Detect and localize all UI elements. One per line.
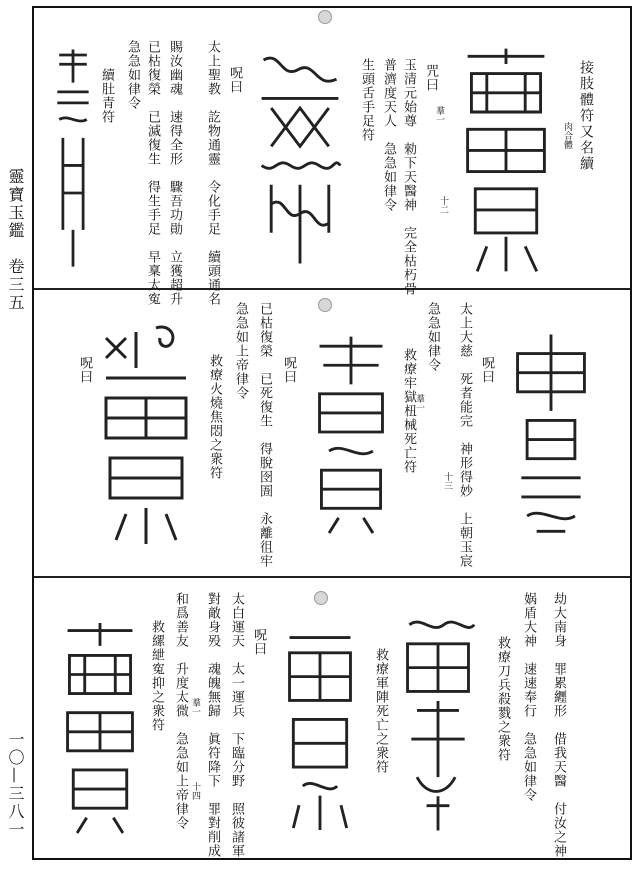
panel3-col2: 娲盾大神 速速奉行 急急如律令 [521, 592, 536, 802]
panel1-col8: 太上聖教 訖物通靈 令化手足 續頭通名 [205, 40, 220, 306]
panel1-note1: 羣一 [434, 106, 444, 124]
panel3-col5: 呪曰 [251, 628, 266, 656]
page-number: 一〇—三八一 [6, 731, 25, 839]
panel3-col6: 太白運天 太一運兵 下臨分野 照彼諸軍 [229, 592, 244, 858]
panel2-note2: 十三 [442, 472, 452, 490]
panel1-col7: 呪曰 [227, 66, 242, 94]
panel2-note1: 羣一 [414, 394, 424, 412]
panel2-col4: 救療牢獄杻械死亡符 [401, 348, 416, 474]
book-title: 靈寶玉鑑 卷三五 [6, 168, 25, 312]
panel3-col8: 和爲善友 升度太微 急急如上帝律令 [173, 592, 188, 830]
panel2-col8: 救療火燒焦悶之衆符 [207, 354, 222, 480]
panel1-col2: 肉合體 [562, 122, 572, 149]
seal-charm-bonds [58, 612, 142, 842]
panel2-col2: 太上大慈 死者能完 神形得妙 上朝玉宸 [457, 302, 472, 568]
panel3-col9: 救縲紲寃抑之衆符 [149, 620, 164, 732]
panel3-col1: 劫大南身 罪累纒形 借我天醫 付汝之神 [551, 592, 566, 858]
panel3-col7: 對敵身殁 魂魄無歸 眞符降下 罪對削成 [205, 592, 220, 858]
panel2-col5: 呪曰 [281, 356, 296, 384]
panel-divider [34, 576, 630, 578]
seal-charm-fire [310, 322, 392, 542]
panel2-col6: 已枯復榮 已死復生 得脫囹圄 永離徂牢 [257, 302, 272, 568]
panel2-col1: 呪曰 [479, 356, 494, 384]
panel-divider [34, 288, 630, 290]
panel1-col5: 普濟度天人 急急如律令 [381, 58, 396, 212]
panel3-col3: 救療刀兵殺戮之衆符 [495, 636, 510, 762]
panel2-col3: 急急如律令 [425, 302, 440, 372]
seal-charm-fire-head [96, 318, 196, 548]
panel1-col1: 接肢體符又名續 [578, 60, 594, 172]
binding-hole [318, 10, 332, 24]
seal-charm-limbs [458, 40, 554, 280]
panel1-col10: 已枯復榮 已滅復生 得生手足 早稟太寃 [145, 40, 160, 306]
panel1-col12: 續肚青符 [99, 68, 114, 124]
panel2-col9: 呪曰 [77, 356, 92, 384]
panel1-col4: 玉清元始尊 勑下天醫神 完全枯朽骨 [401, 58, 416, 296]
panel1-col3: 咒曰 [423, 64, 438, 92]
panel3-note1: 羣一 [190, 698, 200, 716]
seal-charm-hands-feet [252, 36, 348, 276]
panel3-note2: 十四 [190, 782, 200, 800]
panel1-col9: 賜汝幽魂 速得全形 驟吾功勛 立獲超升 [167, 40, 182, 306]
panel1-col6: 生頭舌手足符 [359, 58, 374, 142]
seal-charm-blade [398, 600, 478, 840]
panel2-col7: 急急如上帝律令 [233, 302, 248, 400]
panel3-col4: 救療軍陣死亡之衆符 [373, 648, 388, 774]
binding-hole [318, 298, 332, 312]
seal-charm-prison [508, 310, 594, 550]
panel1-col11: 急急如律令 [125, 40, 140, 110]
panel1-note2: 十二 [438, 196, 448, 214]
seal-charm-belly [50, 36, 96, 282]
seal-charm-army [280, 620, 360, 838]
binding-hole [314, 591, 328, 605]
